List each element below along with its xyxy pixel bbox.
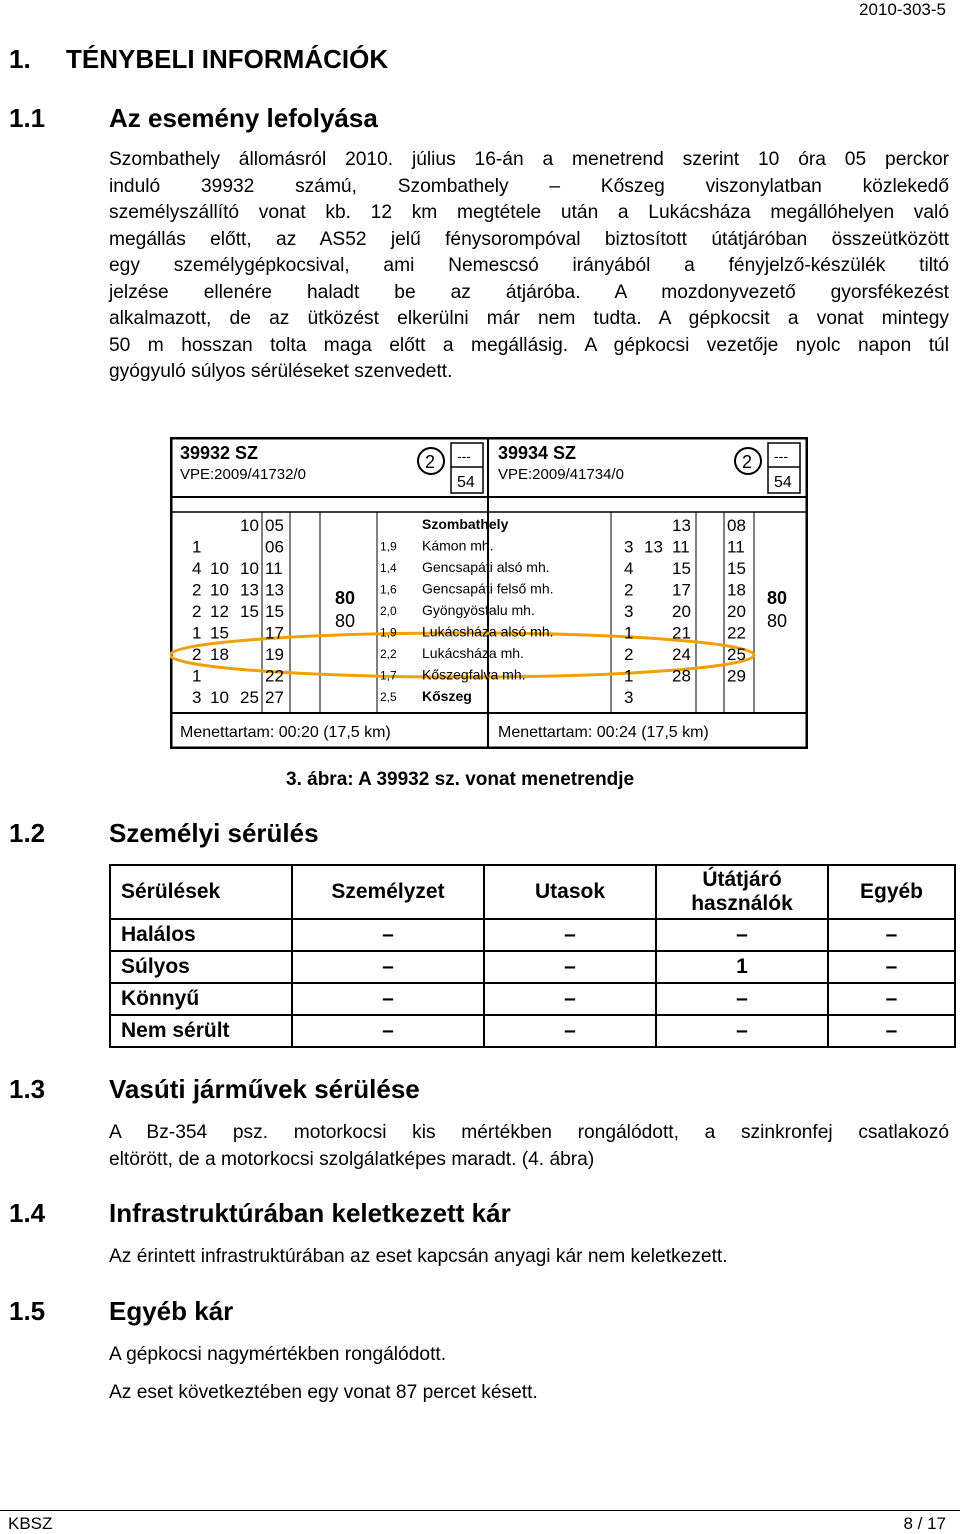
km-cell: 1,4 xyxy=(380,561,397,575)
table-row xyxy=(110,951,955,983)
table-header-row xyxy=(110,865,955,919)
table-row xyxy=(110,983,955,1015)
paragraph-line: személyszállító vonat kb. 12 km megtétele után a Lukácsháza megállóhelyen való xyxy=(109,202,949,223)
left-col1-cell: 2 xyxy=(192,645,202,664)
chapter-number: 1. xyxy=(9,44,31,74)
header-passengers: Utasok xyxy=(484,865,656,919)
infrastructure-text: Az érintett infrastruktúrában az eset kapcsán anyagi kár nem keletkezett. xyxy=(109,1246,728,1267)
left-time-cell: 15 xyxy=(265,602,284,621)
right-speed: 80 xyxy=(767,588,788,608)
left-col1-cell: 1 xyxy=(192,666,202,686)
left-train-vpe: VPE:2009/41732/0 xyxy=(180,466,306,483)
header-other: Egyéb xyxy=(828,865,955,919)
table-cell: – xyxy=(292,951,484,983)
paragraph-line: A Bz-354 psz. motorkocsi kis mértékben rongálódott, a szinkronfej csatlakozó xyxy=(109,1122,949,1143)
table-cell: – xyxy=(656,983,828,1015)
table-cell: – xyxy=(656,1015,828,1047)
right-col1-cell: 4 xyxy=(624,559,634,578)
left-col2-cell: 10 xyxy=(210,688,229,707)
section-title: Személyi sérülés xyxy=(109,818,319,848)
table-cell: – xyxy=(828,1015,955,1047)
right-min-cell: 22 xyxy=(727,623,746,643)
right-col1-cell: 3 xyxy=(624,537,634,557)
station-name: Kőszegfalva mh. xyxy=(422,666,526,683)
timetable-figure xyxy=(170,437,808,749)
injury-table-body xyxy=(110,919,955,1047)
left-col1-cell: 4 xyxy=(192,559,202,578)
chapter-heading xyxy=(9,44,388,75)
left-box-top: --- xyxy=(457,448,471,464)
right-hour-cell: 21 xyxy=(672,623,691,643)
right-hour-cell: 20 xyxy=(672,602,691,621)
section-1-5-heading xyxy=(9,1296,233,1327)
right-min-cell: 18 xyxy=(727,580,746,600)
km-cell: 1,9 xyxy=(380,539,397,554)
timetable-svg xyxy=(170,437,808,749)
station-name: Lukácsháza mh. xyxy=(422,645,524,661)
station-name: Gyöngyösfalu mh. xyxy=(422,602,535,618)
section-title: Vasúti járművek sérülése xyxy=(109,1074,420,1104)
left-duration: Menettartam: 00:20 (17,5 km) xyxy=(180,724,391,741)
paragraph-lines xyxy=(109,1120,949,1173)
header-crossing-users: Útátjáró használók xyxy=(656,865,828,919)
event-description xyxy=(109,147,949,386)
section-1-4-heading xyxy=(9,1198,511,1229)
paragraph-line: alkalmazott, de az ütközést elkerülni már nem tudta. A gépkocsit a vonat mintegy xyxy=(109,308,949,329)
right-min-cell: 08 xyxy=(727,516,746,535)
left-col2-cell: 10 xyxy=(210,580,229,600)
row-label: Könnyű xyxy=(110,983,292,1015)
table-cell: – xyxy=(292,919,484,951)
left-class: 2 xyxy=(425,452,436,472)
left-col3-cell: 10 xyxy=(240,516,259,535)
table-row xyxy=(110,1015,955,1047)
table-cell: – xyxy=(292,1015,484,1047)
right-speed: 80 xyxy=(767,611,788,631)
right-col1-cell: 1 xyxy=(624,623,634,643)
left-time-cell: 27 xyxy=(265,688,284,707)
footer-org: KBSZ xyxy=(8,1514,53,1533)
row-label: Halálos xyxy=(110,919,292,951)
km-cell: 2,5 xyxy=(380,690,397,704)
km-cell: 2,2 xyxy=(380,647,397,661)
right-hour-cell: 17 xyxy=(672,580,691,600)
section-number: 1.4 xyxy=(9,1198,46,1228)
figure-caption: 3. ábra: A 39932 sz. vonat menetrendje xyxy=(286,769,635,790)
station-name: Gencsapáti alsó mh. xyxy=(422,559,550,575)
paragraph-line: megállás előtt, az AS52 jelű fénysorompóval biztosított útátjáróban összeütközött xyxy=(109,228,949,250)
left-speed: 80 xyxy=(335,611,356,631)
table-cell: – xyxy=(484,1015,656,1047)
paragraph-line: jelzése ellenére haladt be az átjáróba. A mozdonyvezető gyorsfékezést xyxy=(109,281,949,303)
left-col2-cell: 15 xyxy=(210,623,229,643)
km-cell: 2,0 xyxy=(380,604,397,618)
left-col3-cell: 13 xyxy=(240,580,259,600)
left-time-cell: 17 xyxy=(265,623,284,643)
right-hour-cell: 13 xyxy=(672,516,691,535)
left-col2-cell: 12 xyxy=(210,602,229,621)
left-col3-cell: 25 xyxy=(240,688,259,707)
section-title: Az esemény lefolyása xyxy=(109,103,378,133)
left-time-cell: 06 xyxy=(265,537,284,557)
section-title: Egyéb kár xyxy=(109,1296,234,1326)
table-cell: – xyxy=(484,951,656,983)
km-cell: 1,6 xyxy=(380,582,397,597)
right-col1-cell: 2 xyxy=(624,580,634,600)
left-col3-cell: 15 xyxy=(240,602,259,621)
station-name: Szombathely xyxy=(422,516,509,532)
injury-table xyxy=(109,864,956,1048)
right-class: 2 xyxy=(742,452,753,472)
paragraph-line: gyógyuló súlyos sérüléseket szenvedett. xyxy=(109,361,453,382)
paragraph-line: Szombathely állomásról 2010. július 16-án a menetrend szerint 10 óra 05 perckor xyxy=(109,149,949,170)
section-number: 1.2 xyxy=(9,818,46,848)
right-train-title: 39934 SZ xyxy=(498,443,577,463)
left-col3-cell: 10 xyxy=(240,559,259,578)
table-cell: – xyxy=(292,983,484,1015)
section-number: 1.3 xyxy=(9,1074,46,1104)
paragraph-line: 50 m hosszan tolta maga előtt a megállásig. A gépkocsi vezetője nyolc napon túl xyxy=(109,334,949,356)
left-speed: 80 xyxy=(335,588,356,608)
table-cell: – xyxy=(484,919,656,951)
left-col1-cell: 1 xyxy=(192,623,202,643)
paragraph-lines xyxy=(109,147,949,386)
section-title: Infrastruktúrában keletkezett kár xyxy=(109,1198,511,1228)
station-name: Lukácsháza alsó mh. xyxy=(422,623,554,640)
left-col1-cell: 2 xyxy=(192,602,202,621)
document-id: 2010-303-5 xyxy=(859,0,946,19)
right-min-cell: 11 xyxy=(727,537,745,557)
right-col2-cell: 13 xyxy=(644,537,663,557)
right-min-cell: 25 xyxy=(727,645,746,664)
right-min-cell: 29 xyxy=(727,666,746,686)
paragraph-line: egy személygépkocsival, ami Nemescsó irányából a fényjelző-készülék tiltó xyxy=(109,255,949,276)
left-col2-cell: 18 xyxy=(210,645,229,664)
right-col1-cell: 3 xyxy=(624,602,634,621)
right-train-vpe: VPE:2009/41734/0 xyxy=(498,466,624,483)
right-col1-cell: 3 xyxy=(624,688,634,707)
right-hour-cell: 15 xyxy=(672,559,691,578)
left-box-bottom: 54 xyxy=(457,474,475,491)
table-cell: – xyxy=(484,983,656,1015)
station-name: Kámon mh. xyxy=(422,537,494,554)
left-col1-cell: 3 xyxy=(192,688,202,707)
section-1-2-heading xyxy=(9,818,319,849)
right-col1-cell: 2 xyxy=(624,645,634,664)
right-hour-cell: 24 xyxy=(672,645,691,664)
right-box-top: --- xyxy=(774,448,788,464)
left-time-cell: 13 xyxy=(265,580,284,600)
section-1-3-heading xyxy=(9,1074,420,1105)
table-cell: – xyxy=(828,919,955,951)
km-cell: 1,7 xyxy=(380,668,397,683)
left-time-cell: 05 xyxy=(265,516,284,535)
left-time-cell: 22 xyxy=(265,666,284,686)
left-col2-cell: 10 xyxy=(210,559,229,578)
right-hour-cell: 11 xyxy=(672,537,690,557)
right-min-cell: 20 xyxy=(727,602,746,621)
section-1-1-heading xyxy=(9,103,378,134)
row-label: Nem sérült xyxy=(110,1015,292,1047)
other-damage-text-1: A gépkocsi nagymértékben rongálódott. xyxy=(109,1344,447,1365)
station-name: Gencsapáti felső mh. xyxy=(422,580,554,597)
other-damage-text-2: Az eset következtében egy vonat 87 percet késett. xyxy=(109,1382,538,1403)
right-col1-cell: 1 xyxy=(624,666,634,686)
right-box-bottom: 54 xyxy=(774,474,792,491)
table-cell: – xyxy=(656,919,828,951)
table-cell: – xyxy=(828,951,955,983)
footer-rule xyxy=(0,1510,960,1511)
table-cell: 1 xyxy=(656,951,828,983)
paragraph-line: eltörött, de a motorkocsi szolgálatképes maradt. (4. ábra) xyxy=(109,1148,595,1170)
right-min-cell: 15 xyxy=(727,559,746,578)
row-label: Súlyos xyxy=(110,951,292,983)
chapter-title: TÉNYBELI INFORMÁCIÓK xyxy=(66,44,389,74)
left-col1-cell: 1 xyxy=(192,537,202,557)
section-number: 1.1 xyxy=(9,103,46,133)
left-col1-cell: 2 xyxy=(192,580,202,600)
header-injuries: Sérülések xyxy=(110,865,292,919)
right-hour-cell: 28 xyxy=(672,666,691,686)
section-number: 1.5 xyxy=(9,1296,46,1326)
left-time-cell: 11 xyxy=(265,559,283,578)
km-cell: 1,9 xyxy=(380,625,397,640)
table-cell: – xyxy=(828,983,955,1015)
right-duration: Menettartam: 00:24 (17,5 km) xyxy=(498,724,709,741)
table-row xyxy=(110,919,955,951)
left-train-title: 39932 SZ xyxy=(180,443,259,463)
vehicle-damage-text xyxy=(109,1120,949,1173)
station-name: Kőszeg xyxy=(422,688,472,704)
header-staff: Személyzet xyxy=(292,865,484,919)
page-number: 8 / 17 xyxy=(903,1514,946,1533)
left-time-cell: 19 xyxy=(265,645,284,664)
paragraph-line: induló 39932 számú, Szombathely – Kőszeg viszonylatban közlekedő xyxy=(109,175,949,197)
